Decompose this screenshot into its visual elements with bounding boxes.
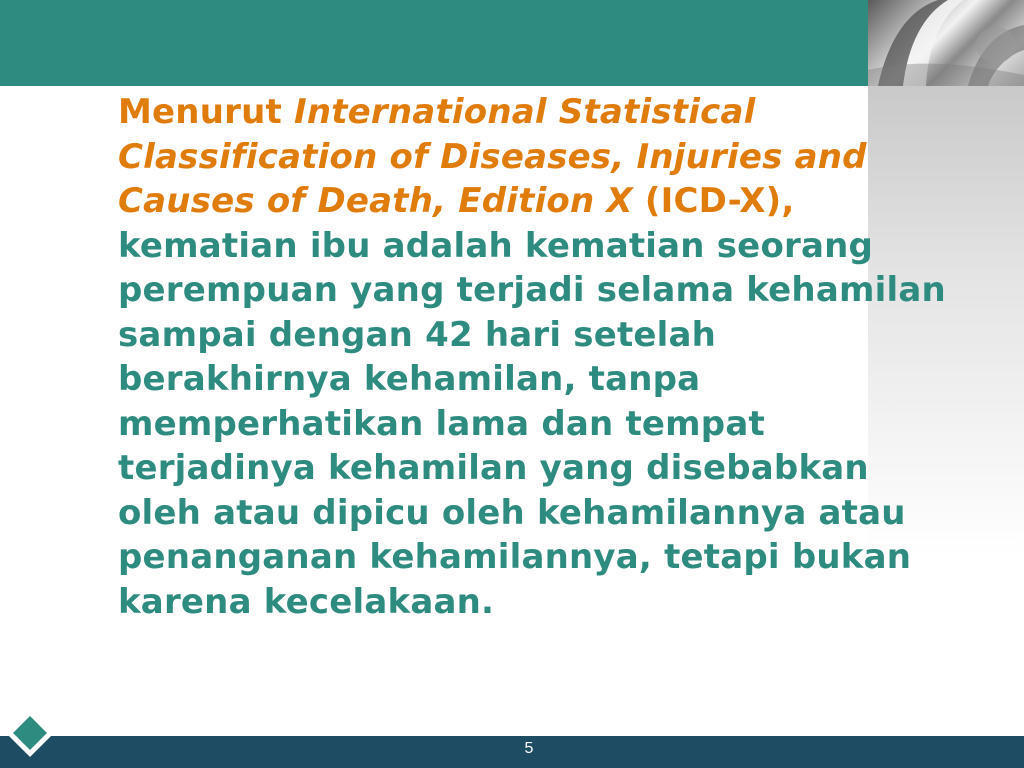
intro-text: Menurut — [118, 92, 294, 132]
source-title: International Statistical Classification of Diseases, Injuries and Causes of Death, Edition X — [118, 92, 867, 221]
definition-text: kematian ibu adalah kematian seorang perempuan yang terjadi selama kehamilan sampai dengan 42 hari setelah berakhirnya kehamilan, tanpa memperhatikan lama dan tempat terjadinya kehamilan yang disebabkan oleh atau dipicu oleh kehamilannya atau penanganan kehamilannya, tetapi bukan karena kecelakaan. — [118, 225, 946, 622]
decorative-metal-image — [868, 0, 1024, 86]
slide-body-text — [118, 90, 958, 624]
abbreviation: (ICD-X), — [632, 181, 795, 221]
page-number: 5 — [524, 740, 534, 757]
header-bar — [0, 0, 868, 86]
